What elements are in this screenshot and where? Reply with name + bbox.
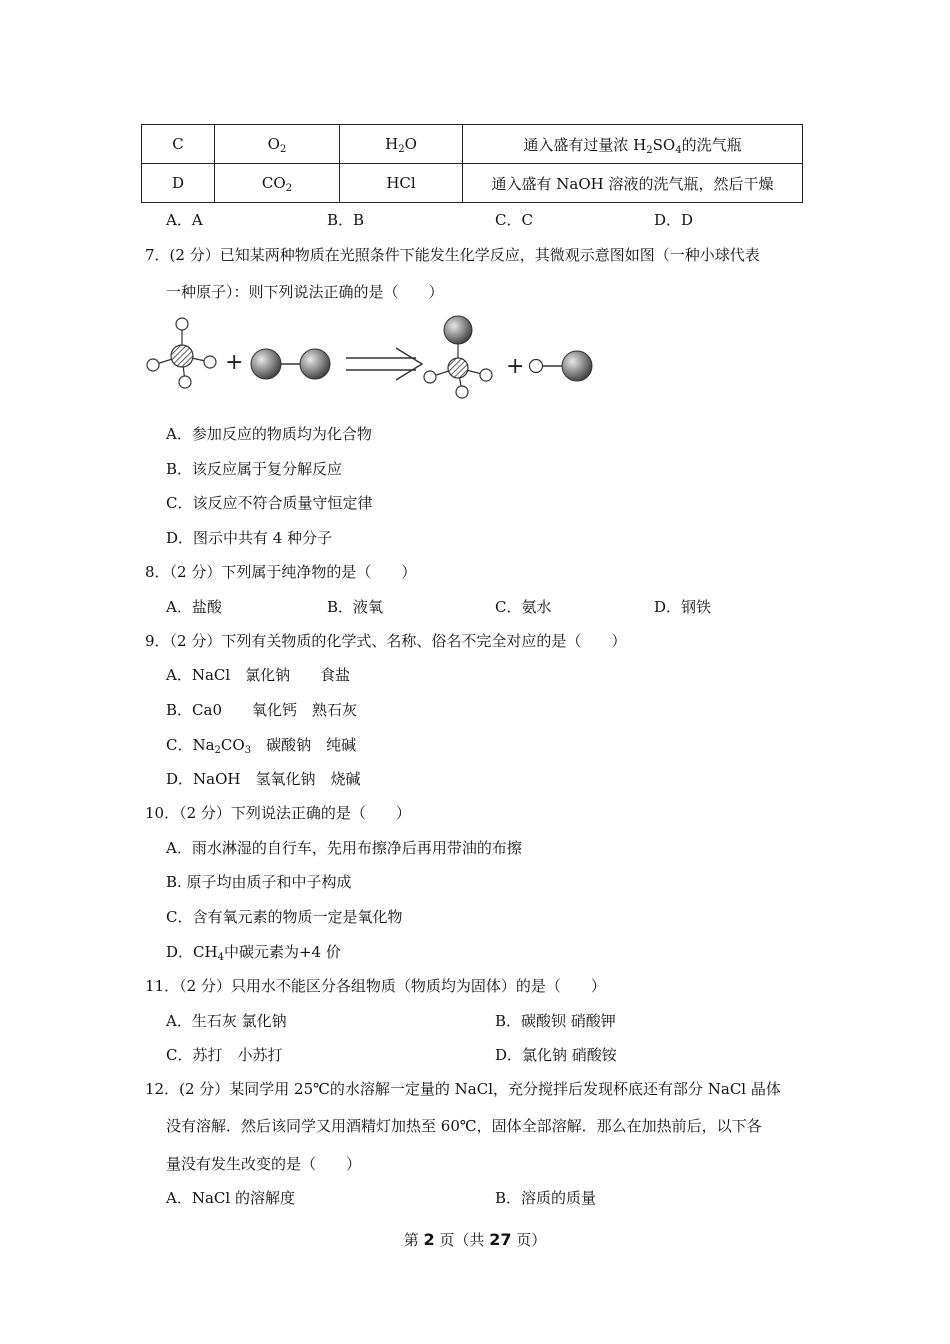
q12-stem-line2: 没有溶解．然后该同学又用酒精灯加热至 60℃，固体全部溶解．那么在加热前后，以下各 [166, 1117, 762, 1135]
q9-option-d: D．NaOH 氢氧化钠 烧碱 [166, 770, 361, 788]
methane-molecule-icon [147, 318, 216, 388]
q11-option-c: C．苏打 小苏打 [166, 1046, 283, 1064]
q6-option-c: C．C [495, 211, 533, 229]
q11-option-b: B．碳酸钡 硝酸钾 [495, 1012, 616, 1030]
q7-option-b: B．该反应属于复分解反应 [166, 460, 343, 478]
q6-option-d: D．D [654, 211, 694, 229]
q6-option-a: A．A [166, 211, 203, 229]
q7-stem-line2: 一种原子）：则下列说法正确的是（ ） [166, 283, 444, 301]
q9-option-a: A．NaCl 氯化钠 食盐 [166, 666, 351, 684]
table-cell: $H_2O$ [340, 125, 463, 164]
purification-table [141, 124, 803, 203]
q7-option-c: C．该反应不符合质量守恒定律 [166, 494, 373, 512]
table-cell: HCl [340, 164, 463, 203]
plus-sign: + [225, 350, 244, 375]
q8-option-d: D．钢铁 [654, 598, 712, 616]
q9-option-b: B．Ca0 氧化钙 熟石灰 [166, 701, 357, 719]
q10-option-b: B. 原子均由质子和中子构成 [166, 873, 352, 891]
q8-option-c: C．氨水 [495, 598, 552, 616]
page-total: 27 [489, 1230, 512, 1249]
q9-option-c: C．$Na_2CO_3$ 碳酸钠 纯碱 [166, 736, 357, 756]
q10-stem: 10．（2 分）下列说法正确的是（ ） [145, 804, 411, 822]
q6-option-b: B．B [327, 211, 365, 229]
q8-option-a: A．盐酸 [166, 598, 222, 616]
table-cell: $CO_2$ [215, 164, 340, 203]
table-row [142, 164, 803, 203]
q7-stem-line1: 7．(2 分）已知某两种物质在光照条件下能发生化学反应，其微观示意图如图（一种小球代表 [145, 246, 760, 264]
q12-option-b: B．溶质的质量 [495, 1189, 597, 1207]
q12-option-a: A．NaCl 的溶解度 [166, 1189, 295, 1207]
table-cell: D [142, 164, 215, 203]
q10-option-a: A．雨水淋湿的自行车，先用布擦净后再用带油的布擦 [166, 839, 522, 857]
hydrogen-chloride-molecule-icon [530, 351, 593, 381]
table-cell: C [142, 125, 215, 164]
table-cell: $O_2$ [215, 125, 340, 164]
q12-stem-line1: 12．(2 分）某同学用 25℃的水溶解一定量的 NaCl，充分搅拌后发现杯底还有部分 NaCl 晶体 [145, 1080, 781, 1098]
reaction-diagram [140, 312, 610, 408]
q8-option-b: B．液氧 [327, 598, 384, 616]
q10-option-c: C．含有氧元素的物质一定是氧化物 [166, 908, 403, 926]
table-row [142, 125, 803, 164]
plus-sign: + [506, 354, 525, 379]
reaction-arrow-icon [346, 348, 422, 380]
table-cell: 通入盛有过量浓 $H_2SO_4$的洗气瓶 [463, 125, 803, 164]
chloromethane-molecule-icon [424, 316, 492, 398]
q8-stem: 8．（2 分）下列属于纯净物的是（ ） [145, 563, 417, 581]
q11-option-d: D．氯化钠 硝酸铵 [495, 1046, 617, 1064]
page-footer: 第 2 页（共 27 页） [403, 1230, 547, 1249]
page-number: 2 [423, 1230, 435, 1249]
chlorine-molecule-icon [251, 349, 330, 379]
q9-stem: 9．（2 分）下列有关物质的化学式、名称、俗名不完全对应的是（ ） [145, 632, 627, 650]
q7-option-d: D．图示中共有 4 种分子 [166, 529, 333, 547]
table-cell: 通入盛有 NaOH 溶液的洗气瓶，然后干燥 [463, 164, 803, 203]
q11-option-a: A．生石灰 氯化钠 [166, 1012, 287, 1030]
q11-stem: 11．（2 分）只用水不能区分各组物质（物质均为固体）的是（ ） [145, 977, 606, 995]
q7-option-a: A．参加反应的物质均为化合物 [166, 425, 372, 443]
q10-option-d: D．$CH_4$中碳元素为+4 价 [166, 943, 341, 963]
q12-stem-line3: 量没有发生改变的是（ ） [166, 1155, 362, 1173]
